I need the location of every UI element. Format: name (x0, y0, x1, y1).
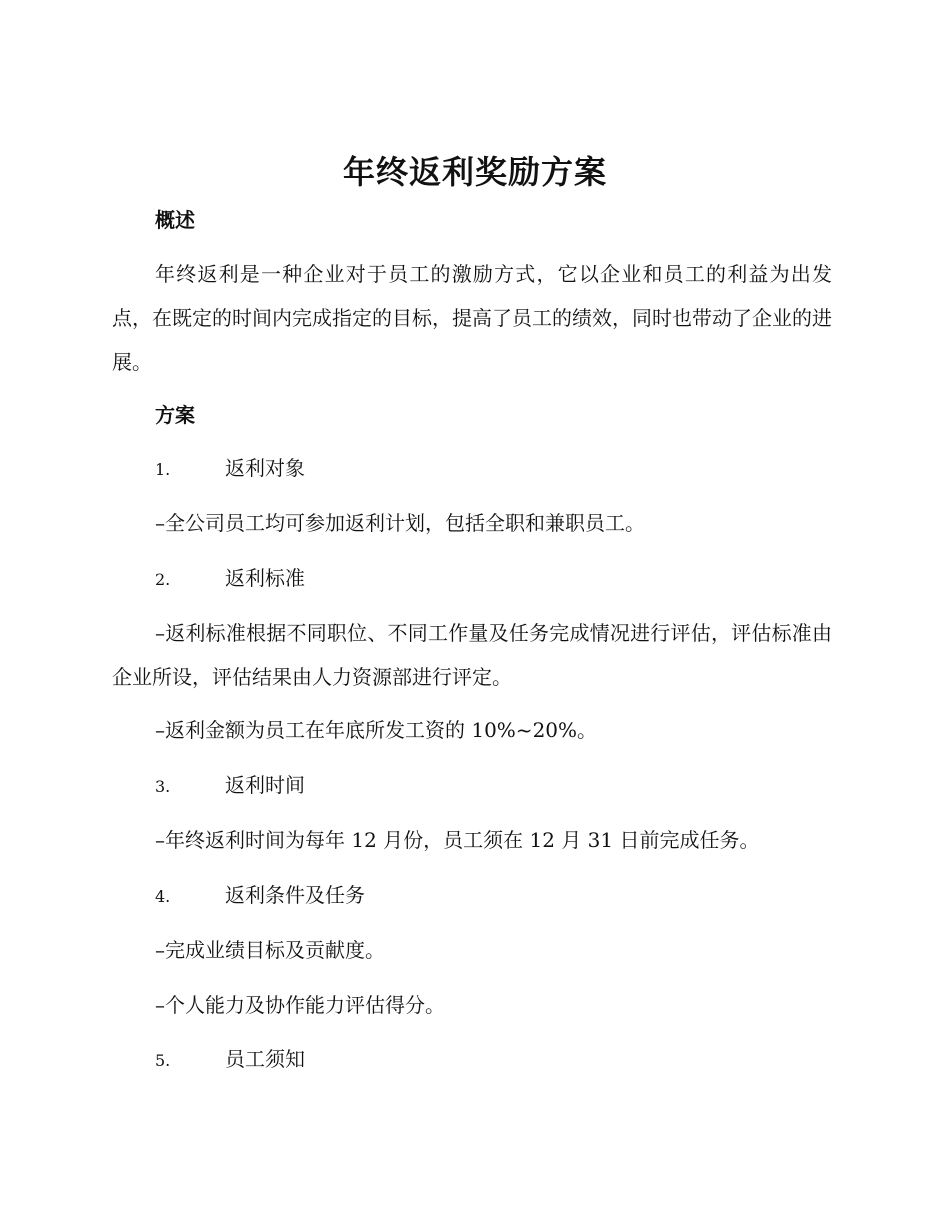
section-number: 1. (155, 460, 171, 479)
plan-heading: 方案 (155, 403, 195, 427)
section-label: 返利标准 (225, 566, 305, 590)
section-item-5 (155, 1044, 305, 1076)
section-2-paragraph: –返利标准根据不同职位、不同工作量及任务完成情况进行评估，评估标准由企业所设，评估结果由人力资源部进行评定。 (112, 621, 832, 689)
section-4-line-2: –个人能力及协作能力评估得分。 (155, 993, 445, 1017)
section-item-3 (155, 770, 305, 802)
section-number: 5. (155, 1051, 171, 1070)
section-item-1 (155, 453, 305, 485)
section-2-line-2: –返利金额为员工在年底所发工资的 10%~20%。 (155, 718, 598, 742)
section-1-line-1: –全公司员工均可参加返利计划，包括全职和兼职员工。 (155, 511, 645, 535)
section-item-2 (155, 563, 305, 595)
section-label: 返利条件及任务 (225, 883, 365, 907)
overview-heading: 概述 (155, 208, 195, 232)
section-number: 3. (155, 777, 171, 796)
section-label: 返利对象 (225, 456, 305, 480)
overview-paragraph: 年终返利是一种企业对于员工的激励方式，它以企业和员工的利益为出发点，在既定的时间内完成指定的目标，提高了员工的绩效，同时也带动了企业的进展。 (112, 262, 832, 374)
document-title: 年终返利奖励方案 (342, 153, 607, 191)
section-label: 员工须知 (225, 1047, 305, 1071)
section-number: 2. (155, 570, 171, 589)
section-3-line-1: –年终返利时间为每年 12 月份，员工须在 12 月 31 日前完成任务。 (155, 828, 760, 852)
section-number: 4. (155, 887, 171, 906)
section-label: 返利时间 (225, 773, 305, 797)
section-4-line-1: –完成业绩目标及贡献度。 (155, 938, 385, 962)
section-item-4 (155, 880, 365, 912)
